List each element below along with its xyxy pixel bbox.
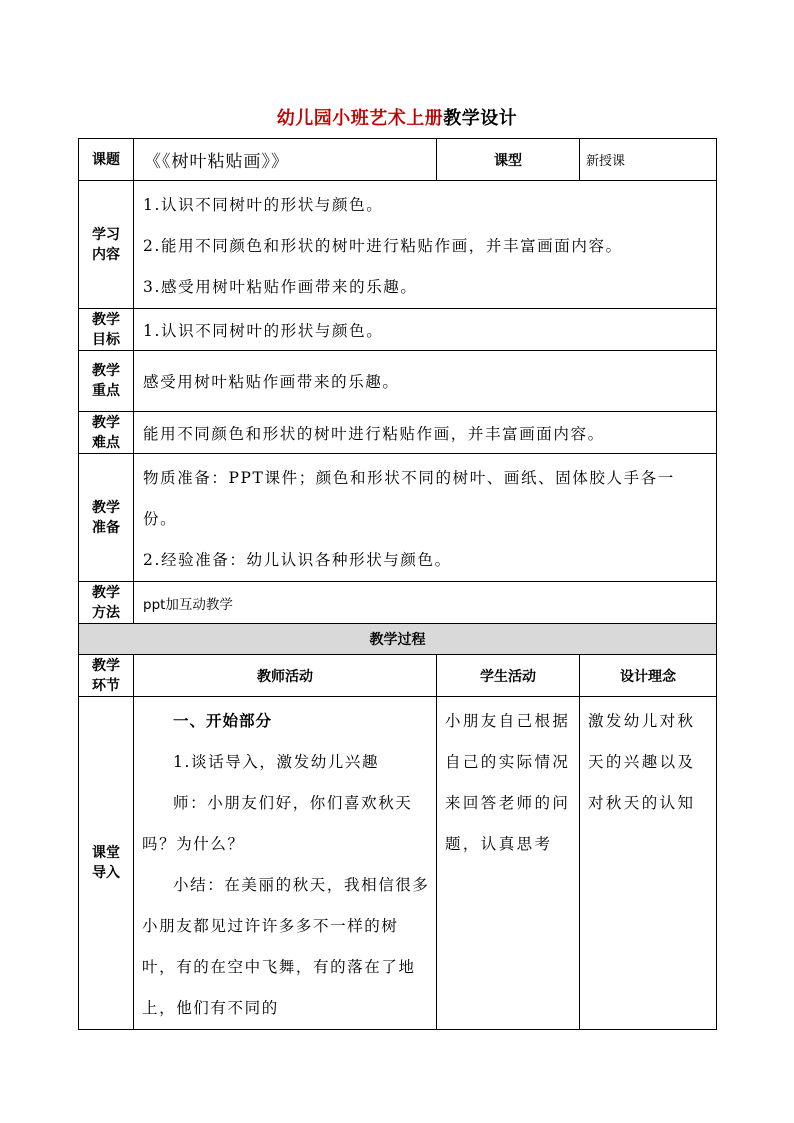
row-content	[79, 181, 717, 309]
row-difficulty	[79, 412, 717, 454]
design-concept: 激发幼儿对秋天的兴趣以及对秋天的认知	[580, 697, 717, 1030]
label-goal	[79, 309, 134, 351]
label-method-text: 教学方法	[91, 584, 120, 621]
type-value: 新授课	[580, 139, 717, 181]
student-activity: 小朋友自己根据自己的实际情况来回答老师的问题，认真思考	[437, 697, 580, 1030]
label-difficulty	[79, 412, 134, 454]
label-content	[79, 181, 134, 309]
key-value: 感受用树叶粘贴作画带来的乐趣。	[134, 351, 717, 412]
col-stage	[79, 655, 134, 697]
teacher-heading: 一、开始部分	[173, 712, 273, 730]
row-key	[79, 351, 717, 412]
label-topic: 课题	[79, 139, 134, 181]
row-goal	[79, 309, 717, 351]
label-prep	[79, 454, 134, 582]
label-type: 课型	[437, 139, 580, 181]
teacher-line-3: 小结：在美丽的秋天，我相信很多小朋友都见过许许多多不一样的树叶，有的在空中飞舞，有的落在了地上，他们有不同的	[142, 876, 430, 1017]
title-red: 幼儿园小班艺术上册	[276, 108, 444, 129]
col-student: 学生活动	[437, 655, 580, 697]
method-value: ppt加互动教学	[134, 582, 717, 624]
col-teacher: 教师活动	[134, 655, 437, 697]
page-title	[0, 104, 794, 130]
content-lines	[134, 181, 717, 309]
difficulty-value: 能用不同颜色和形状的树叶进行粘贴作画，并丰富画面内容。	[134, 412, 717, 454]
label-difficulty-text: 教学难点	[91, 414, 120, 451]
label-prep-text: 教学准备	[91, 499, 120, 536]
row-columns	[79, 655, 717, 697]
stage-intro	[79, 697, 134, 1030]
topic-value: 《《树叶粘贴画》》	[134, 139, 437, 181]
content-line-2: 2.能用不同颜色和形状的树叶进行粘贴作画，并丰富画面内容。	[143, 237, 623, 255]
goal-value: 1.认识不同树叶的形状与颜色。	[134, 309, 717, 351]
row-prep	[79, 454, 717, 582]
label-key-text: 教学重点	[91, 363, 120, 399]
content-line-3: 3.感受用树叶粘贴作画带来的乐趣。	[143, 278, 418, 296]
teacher-activity	[134, 697, 437, 1030]
col-concept: 设计理念	[580, 655, 717, 697]
row-intro	[79, 697, 717, 1030]
title-black: 教学设计	[443, 108, 518, 129]
row-process-header	[79, 624, 717, 655]
prep-lines	[134, 454, 717, 582]
process-header: 教学过程	[79, 624, 717, 655]
lesson-plan-table	[78, 138, 717, 1030]
teacher-line-2: 师：小朋友们好，你们喜欢秋天吗？为什么？	[142, 794, 413, 853]
stage-intro-text: 课堂导入	[91, 845, 120, 881]
row-method	[79, 582, 717, 624]
label-method	[79, 582, 134, 624]
content-line-1: 1.认识不同树叶的形状与颜色。	[143, 196, 384, 214]
prep-line-2: 2.经验准备：幼儿认识各种形状与颜色。	[143, 551, 452, 569]
prep-line-1: 物质准备：PPT课件；颜色和形状不同的树叶、画纸、固体胶人手各一份。	[143, 469, 675, 528]
label-key	[79, 351, 134, 412]
row-topic	[79, 139, 717, 181]
label-goal-text: 教学目标	[91, 311, 120, 348]
label-content-text: 学习内容	[91, 226, 120, 263]
teacher-line-1: 1.谈话导入，激发幼儿兴趣	[173, 753, 380, 771]
col-stage-text: 教学环节	[91, 657, 120, 694]
